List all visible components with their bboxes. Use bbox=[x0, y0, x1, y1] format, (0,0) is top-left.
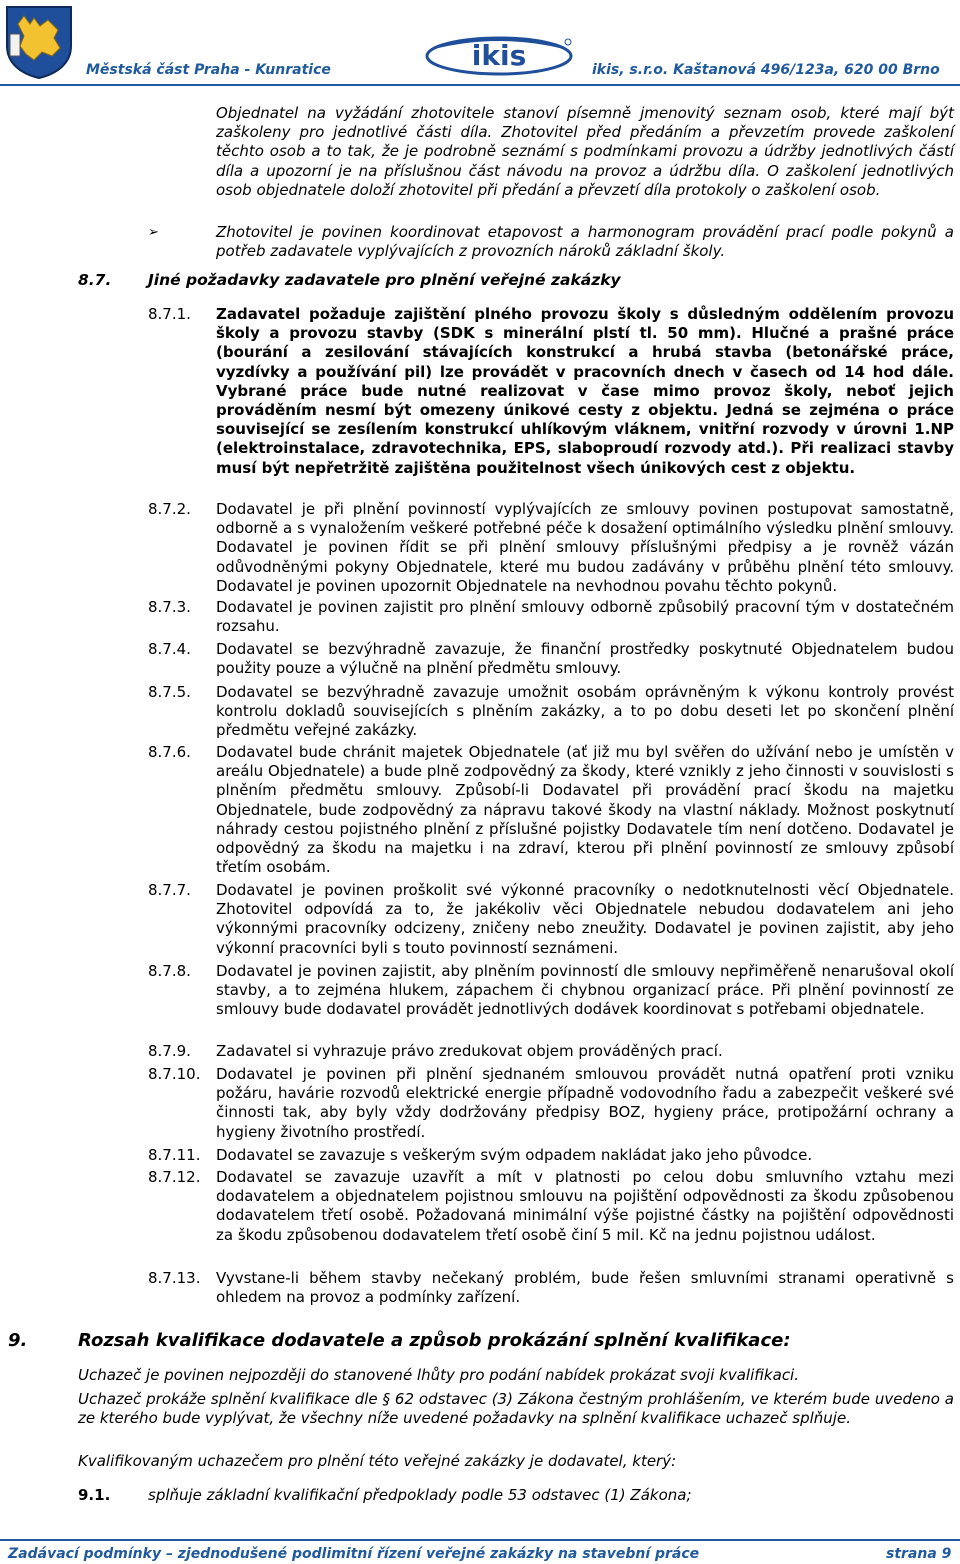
header-divider bbox=[0, 84, 960, 86]
item-number: 8.7.6. bbox=[148, 743, 191, 761]
item-text: Vyvstane-li během stavby nečekaný problém, bude řešen smluvními stranami operativně s ohledem na provoz a podmínky zařízení. bbox=[216, 1269, 954, 1307]
section-9-paragraph-1: Uchazeč je povinen nejpozději do stanovené lhůty pro podání nabídek prokázat svoji kvalifikaci. bbox=[78, 1366, 799, 1384]
footer-document-title: Zadávací podmínky – zjednodušené podlimitní řízení veřejné zakázky na stavební práce bbox=[8, 1546, 700, 1562]
ikis-logo-icon bbox=[424, 34, 574, 76]
item-text: Zadavatel si vyhrazuje právo zredukovat objem prováděných prací. bbox=[216, 1042, 723, 1060]
item-text: Dodavatel se zavazuje s veškerým svým odpadem nakládat jako jeho původce. bbox=[216, 1146, 813, 1164]
item-number: 8.7.10. bbox=[148, 1065, 201, 1083]
section-9-paragraph-2: Uchazeč prokáže splnění kvalifikace dle § 62 odstavec (3) Zákona čestným prohlášením, ve kterém bude uvedeno a ze kterého bude vyplývat, že všechny níže uvedené požadavky na splnění kvalifikace uchazeč splňuje. bbox=[78, 1390, 954, 1428]
item-text: Zadavatel požaduje zajištění plného provozu školy s důsledným oddělením provozu školy a provozu stavby (SDK s minerální plstí tl. 50 mm). Hlučné a prašné práce (bourání a zesilování stávajících konstrukcí a hrubá stavba (betonářské práce, vyzdívky a používání pil) lze provádět v pracovních dnech v časech od 14 hod dále. Vybrané práce bude nutné realizovat v čase mimo provoz školy, neboť jejich prováděním nesmí být omezeny únikové cesty z objektu. Jedná se zejména o práce související se zesílením konstrukcí uhlíkovým vláknem, vnitřní rozvody v úrovni 1.NP (elektroinstalace, zdravotechnika, EPS, slaboproudí rozvody atd.). Při realizaci stavby musí být nepřetržitě zajištěna použitelnost všech únikových cest z objektu. bbox=[216, 305, 954, 477]
item-text: Dodavatel se zavazuje uzavřít a mít v platnosti po celou dobu smluvního vztahu mezi dodavatelem a objednatelem pojistnou smlouvu na pojištění odpovědnosti za škodu způsobenou dodavatelem třetí osobě. Požadovaná minimální výše pojistné částky na pojištění odpovědnosti za škodu způsobenou dodavatelem třetí osobě činí 5 mil. Kč na jednu pojistnou událost. bbox=[216, 1168, 954, 1244]
arrow-bullet-icon: ➢ bbox=[148, 225, 159, 240]
section-9-paragraph-3: Kvalifikovaným uchazečem pro plnění této veřejné zakázky je dodavatel, který: bbox=[78, 1452, 677, 1470]
section-9-title: Rozsah kvalifikace dodavatele a způsob prokázání splnění kvalifikace: bbox=[78, 1330, 791, 1351]
section-9-number: 9. bbox=[8, 1330, 28, 1351]
page-header bbox=[0, 0, 960, 86]
item-number: 8.7.11. bbox=[148, 1146, 201, 1164]
ikis-logo-text: ikis bbox=[471, 39, 527, 72]
section-8-7-title: Jiné požadavky zadavatele pro plnění veřejné zakázky bbox=[148, 271, 621, 289]
item-number: 8.7.3. bbox=[148, 598, 191, 616]
item-number: 8.7.8. bbox=[148, 962, 191, 980]
item-text: Dodavatel je povinen zajistit pro plnění smlouvy odborně způsobilý pracovní tým v dostatečném rozsahu. bbox=[216, 598, 954, 636]
item-number: 8.7.12. bbox=[148, 1168, 201, 1186]
item-text: Dodavatel je povinen proškolit své výkonné pracovníky o nedotknutelnosti věcí Objednatele. Zhotovitel odpovídá za to, že jakékoliv věci Objednatele nebudou dodavatelem ani jeho výkonnými pracovníky odcizeny, zničeny nebo zneužity. Dodavatel je povinen zajistit, aby jeho výkonní pracovníci byli s touto povinností seznámeni. bbox=[216, 881, 954, 957]
footer-page-number: strana 9 bbox=[886, 1546, 952, 1562]
item-number: 8.7.5. bbox=[148, 683, 191, 701]
coat-of-arms-icon bbox=[4, 4, 74, 80]
item-number: 8.7.4. bbox=[148, 640, 191, 658]
item-9-1-number: 9.1. bbox=[78, 1486, 111, 1504]
item-number: 8.7.1. bbox=[148, 305, 191, 323]
bullet-paragraph: Zhotovitel je povinen koordinovat etapovost a harmonogram provádění prací podle pokynů a potřeb zadavatele vyplývajících z provozních nároků základní školy. bbox=[216, 223, 954, 261]
header-municipality: Městská část Praha - Kunratice bbox=[86, 62, 331, 78]
item-text: Dodavatel je povinen zajistit, aby plněním povinností dle smlouvy nepřiměřeně nenarušoval okolí stavby, a to zejména hlukem, zápachem či chybnou organizací práce. Při plnění povinností ze smlouvy bude dodavatel provádět jednotlivých dodávek koordinovat s potřebami objednatele. bbox=[216, 962, 954, 1019]
item-text: Dodavatel se bezvýhradně zavazuje umožnit osobám oprávněným k výkonu kontroly provést kontrolu dokladů souvisejících s plněním zakázky, a to po dobu deseti let po skončení plnění předmětu veřejné zakázky. bbox=[216, 683, 954, 740]
item-number: 8.7.9. bbox=[148, 1042, 191, 1060]
section-8-7-number: 8.7. bbox=[78, 271, 112, 289]
intro-paragraph: Objednatel na vyžádání zhotovitele stanoví písemně jmenovitý seznam osob, které mají být zaškoleny pro jednotlivé části díla. Zhotovitel před předáním a převzetím provede zaškolení těchto osob a to tak, že je podrobně seznámí s podmínkami provozu a údržby jednotlivých částí díla a upozorní je na příslušnou část návodu na provoz a údržbu díla. O zaškolení jednotlivých osob objednatele doloží zhotovitel při předání a převzetí díla protokoly o zaškolení osob. bbox=[216, 104, 954, 199]
item-text: Dodavatel bude chránit majetek Objednatele (ať již mu byl svěřen do užívání nebo je umístěn v areálu Objednatele) a bude plně zodpovědný za škody, které vznikly z jeho činnosti v souvislosti s plněním předmětu smlouvy. Způsobí-li Dodavatel při provádění prací škodu na majetku Objednatele, bude zodpovědný za nápravu takové škody na vlastní náklady. Možnost poskytnutí náhrady cestou pojistného plnění z příslušné pojistky Dodavatele tím není dotčeno. Dodavatel je odpovědný za škodu na majetku i na zdraví, kterou při plnění povinností ze smlouvy způsobí třetím osobám. bbox=[216, 743, 954, 877]
item-number: 8.7.7. bbox=[148, 881, 191, 899]
item-number: 8.7.13. bbox=[148, 1269, 201, 1287]
item-text: Dodavatel je povinen při plnění sjednaném smlouvou provádět nutná opatření proti vzniku požáru, havárie rozvodů elektrické energie případně vodovodního řadu a zabezpečit veškeré své činnosti tak, aby byly vždy dodržovány předpisy BOZ, hygieny práce, protipožární ochrany a hygieny životního prostředí. bbox=[216, 1065, 954, 1141]
header-company-address: ikis, s.r.o. Kaštanová 496/123a, 620 00 Brno bbox=[592, 62, 940, 78]
item-number: 8.7.2. bbox=[148, 500, 191, 518]
item-text: Dodavatel je při plnění povinností vyplývajících ze smlouvy povinen postupovat samostatně, odborně a s vynaložením veškeré potřebné péče k dosažení optimálního výsledku plnění smlouvy. Dodavatel je povinen řídit se při plnění smlouvy příslušnými předpisy a je rovněž vázán odůvodněnými pokyny Objednatele, které mu budou zadávány v průběhu plnění této smlouvy. Dodavatel je povinen upozornit Objednatele na nevhodnou povahu těchto pokynů. bbox=[216, 500, 954, 595]
item-9-1-text: splňuje základní kvalifikační předpoklady podle 53 odstavec (1) Zákona; bbox=[148, 1486, 692, 1504]
footer-divider bbox=[0, 1539, 960, 1541]
item-text: Dodavatel se bezvýhradně zavazuje, že finanční prostředky poskytnuté Objednatelem budou použity pouze a výlučně na plnění předmětu smlouvy. bbox=[216, 640, 954, 678]
